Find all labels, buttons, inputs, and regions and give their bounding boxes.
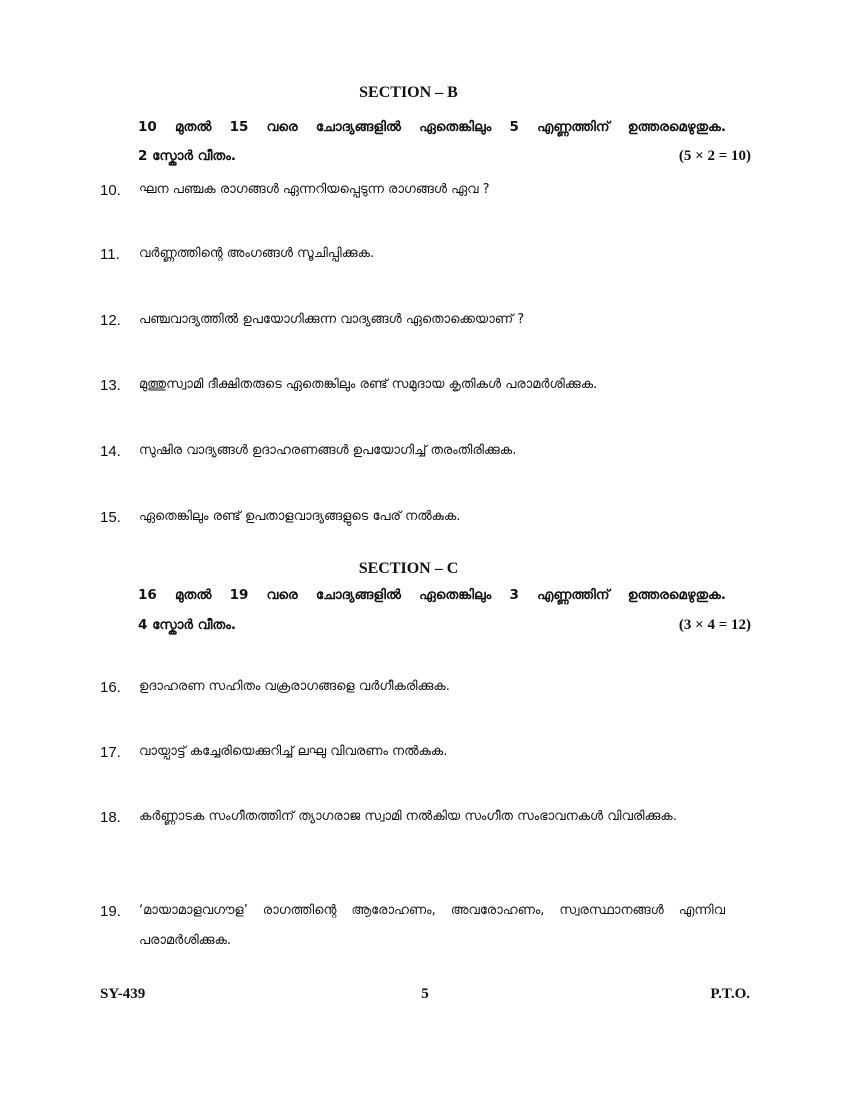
question-number: 15. <box>100 509 121 526</box>
question-number: 10. <box>100 182 121 199</box>
question-number: 17. <box>100 744 121 761</box>
question-text: സുഷിര വാദ്യങ്ങൾ ഉദാഹരണങ്ങൾ ഉപയോഗിച്ച് തരംതിരിക്കുക. <box>139 443 517 458</box>
footer-pto: P.T.O. <box>710 986 750 1002</box>
question-number: 13. <box>100 377 121 394</box>
question-text: വായ്പാട്ട് കച്ചേരിയെക്കുറിച്ച് ലഘു വിവരണം നൽകുക. <box>139 744 448 759</box>
question-number: 19. <box>100 903 121 920</box>
question-text: കർണ്ണാടക സംഗീതത്തിന് ത്യാഗരാജ സ്വാമി നൽകിയ സംഗീത സംഭാവനകൾ വിവരിക്കുക. <box>139 809 677 824</box>
section-c-marks-formula: (3 × 4 = 12) <box>678 617 751 633</box>
section-b-marks-formula: (5 × 2 = 10) <box>678 148 751 164</box>
question-number: 11. <box>100 246 120 263</box>
question-text: പഞ്ചവാദ്യത്തിൽ ഉപയോഗിക്കുന്ന വാദ്യങ്ങൾ ഏതൊക്കെയാണ് ? <box>139 312 525 327</box>
section-c-title: SECTION – C <box>358 560 459 577</box>
section-b-title: SECTION – B <box>359 84 458 101</box>
question-text: ‘മായാമാളവഗൗള’ രാഗത്തിന്റെ ആരോഹണം, അവരോഹണം, സ്വരസ്ഥാനങ്ങൾ എന്നിവ പരാമർശിക്കുക. <box>139 903 725 948</box>
section-c-instruction: 16 മുതൽ 19 വരെ ചോദ്യങ്ങളിൽ ഏതെങ്കിലും 3 എണ്ണത്തിന് ഉത്തരമെഴുതുക. <box>138 587 726 603</box>
section-b-marks-row <box>138 148 751 165</box>
footer-code: SY-439 <box>100 986 146 1002</box>
question-text: ഉദാഹരണ സഹിതം വക്രരാഗങ്ങളെ വർഗീകരിക്കുക. <box>139 679 450 694</box>
question-text: ഘന പഞ്ചക രാഗങ്ങൾ ഏന്നറിയപ്പെടുന്ന രാഗങ്ങൾ ഏവ ? <box>139 182 490 197</box>
question-text: വർണ്ണത്തിന്റെ അംഗങ്ങൾ സൂചിപ്പിക്കുക. <box>139 246 375 261</box>
question-number: 18. <box>100 809 121 826</box>
question-number: 14. <box>100 443 121 460</box>
page-number: 5 <box>421 986 429 1002</box>
question-text: ഏതെങ്കിലും രണ്ട് ഉപതാളവാദ്യങ്ങളുടെ പേര് നൽകുക. <box>139 509 461 524</box>
section-c-marks-row <box>138 617 751 634</box>
question-number: 16. <box>100 679 121 696</box>
section-b-marks-label: 2 സ്കോർ വീതം. <box>138 148 237 164</box>
question-number: 12. <box>100 312 121 329</box>
section-b-instruction: 10 മുതൽ 15 വരെ ചോദ്യങ്ങളിൽ ഏതെങ്കിലും 5 എണ്ണത്തിന് ഉത്തരമെഴുതുക. <box>138 119 726 135</box>
question-text: മുത്തുസ്വാമി ദീക്ഷിതരുടെ ഏതെങ്കിലും രണ്ട് സമുദായ കൃതികൾ പരാമർശിക്കുക. <box>139 377 598 392</box>
section-c-marks-label: 4 സ്കോർ വീതം. <box>138 617 237 633</box>
